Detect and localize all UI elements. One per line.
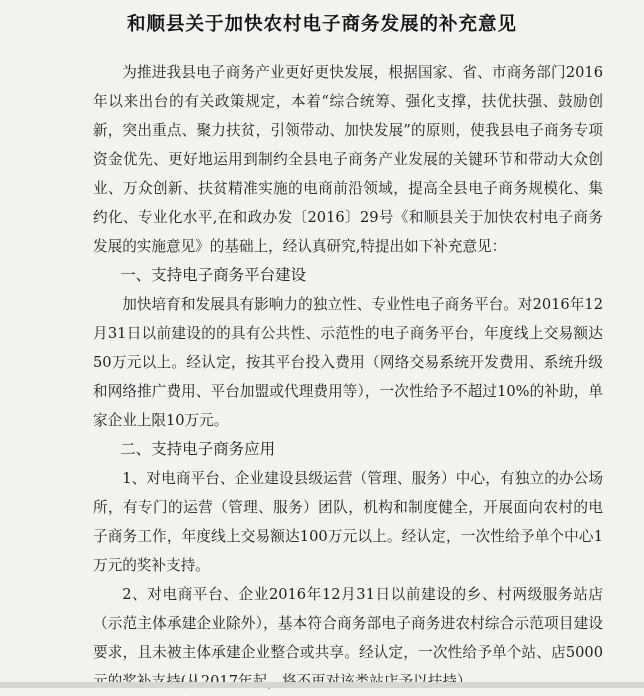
section1-paragraph: 加快培育和发展具有影响力的独立性、专业性电子商务平台。对2016年12月31日以前建设的的具有公共性、示范性的电子商务平台，年度线上交易额达50万元以上。经认定，按其平台投入费用（网络交易系统开发费用、系统升级和网络推广费用、平台加盟或代理费用等），一次性给予不超过10%的补助，单家企业上限10万元。 — [93, 296, 603, 429]
document-body — [93, 58, 603, 696]
document-title: 和顺县关于加快农村电子商务发展的补充意见 — [126, 14, 517, 35]
section2-item1: 1、对电商平台、企业建设县级运营（管理、服务）中心，有独立的办公场所，有专门的运营（管理、服务）团队，机构和制度健全，开展面向农村的电子商务工作，年度线上交易额达100万元以上。经认定，一次性给予单个中心1万元的奖补支持。 — [93, 470, 603, 574]
section1-heading: 一、支持电子商务平台建设 — [120, 266, 307, 284]
section2-item2: 2、对电商平台、企业2016年12月31日以前建设的乡、村两级服务站店（示范主体承建企业除外），基本符合商务部电子商务进农村综合示范项目建设要求，且未被主体承建企业整合或共享。经认定，一次性给予单个站、店5000 — [93, 586, 603, 661]
page-bottom-edge — [0, 682, 644, 688]
intro-paragraph: 为推进我县电子商务产业更好更快发展，根据国家、省、市商务部门2016年以来出台的有关政策规定，本着“综合统筹、强化支撑，扶优扶强、鼓励创新，突出重点、聚力扶贫，引领带动、加快发展”的原则，使我县电子商务专项资金优先、更好地运用到制约全县电子商务产业发展的关键环节和带动大众创业、万众创新、扶贫精准实施的电商前沿领域，提高全县电子商务规模化、集约化、专业化水平,在和政办发〔2016〕29号《和顺县关于加快农村电子商务发展的实施意见》的基础上，经认真研究,特提出如下补充意见： — [93, 64, 603, 255]
section2-heading: 二、支持电子商务应用 — [120, 440, 276, 458]
